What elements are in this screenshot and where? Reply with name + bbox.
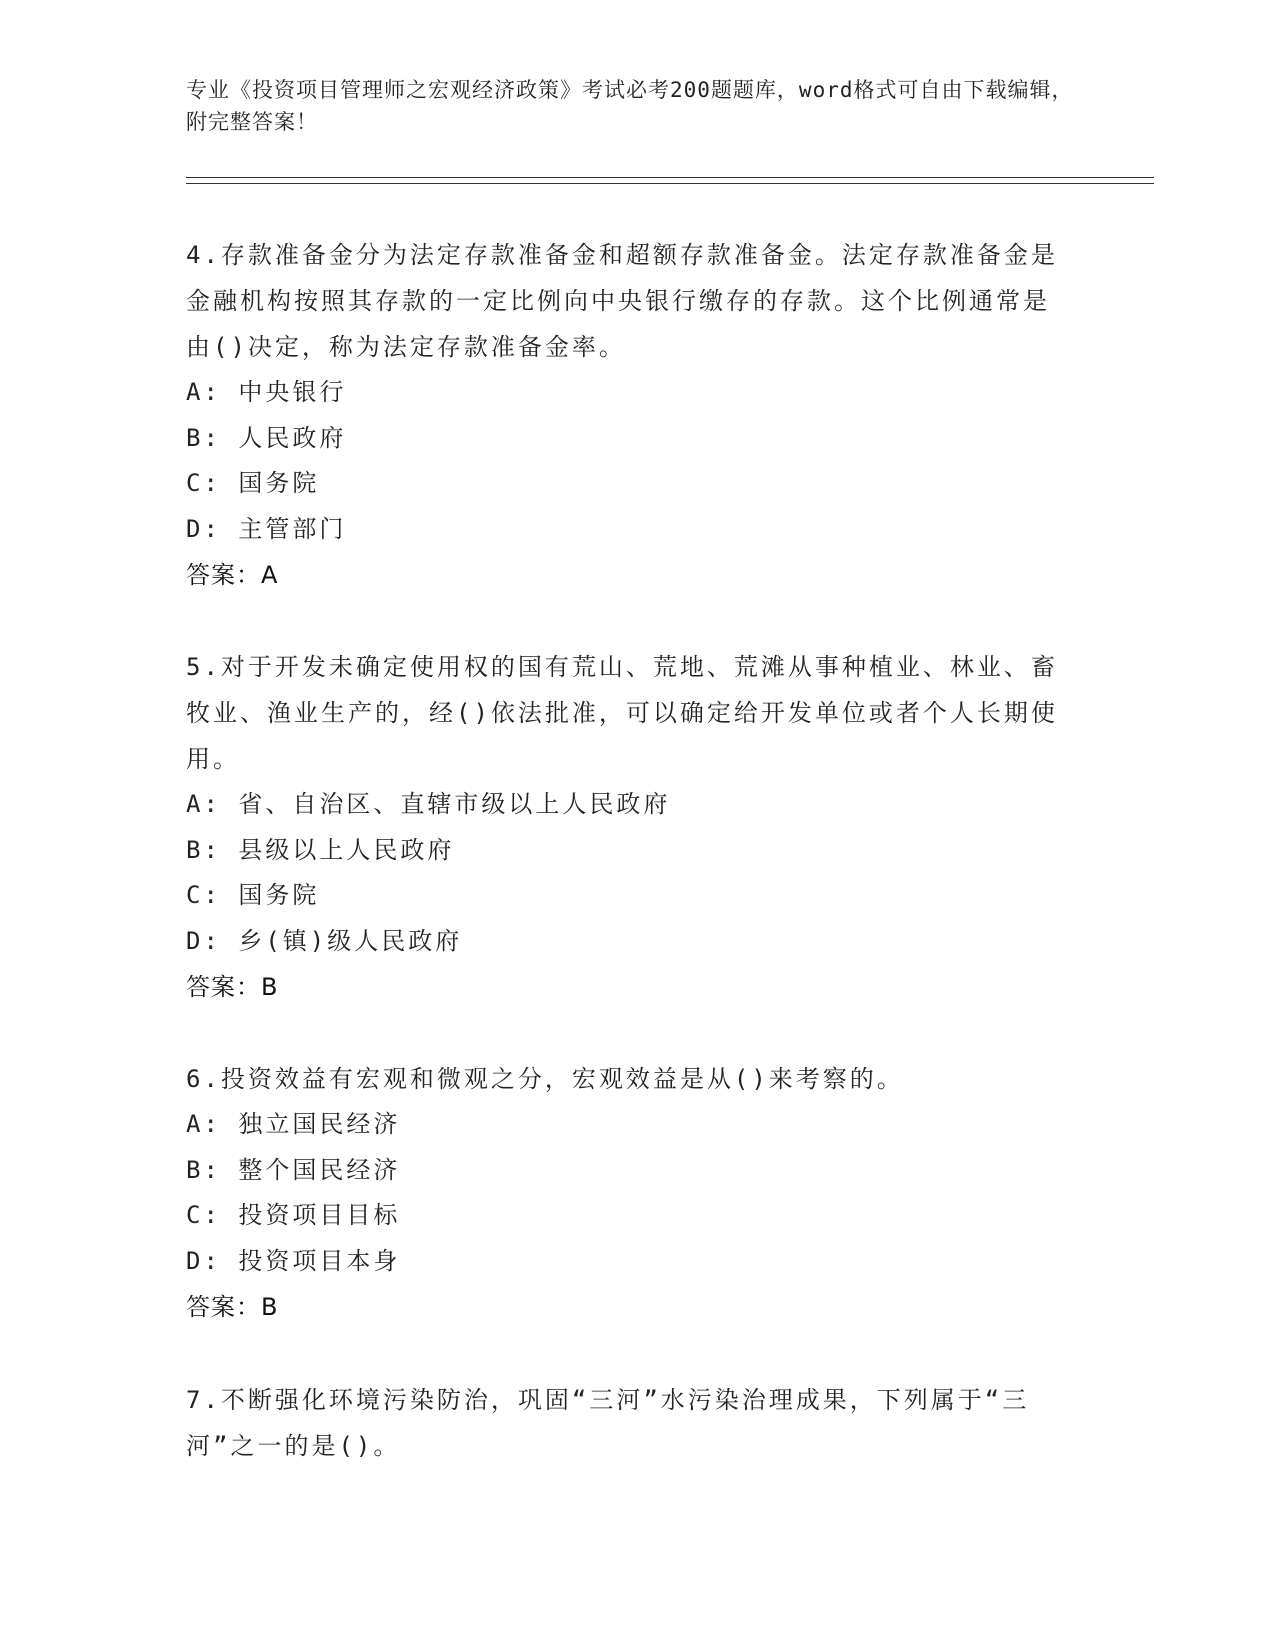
option-b: B: 整个国民经济 [186, 1155, 401, 1184]
option-a: A: 独立国民经济 [186, 1110, 401, 1138]
answer: 答案：B [186, 972, 279, 1001]
question-7 [186, 1377, 1066, 1469]
question-stem: 7.不断强化环境污染防治，巩固“三河”水污染治理成果，下列属于“三河”之一的是()。 [186, 1386, 1030, 1460]
option-d: D: 乡(镇)级人民政府 [186, 927, 463, 956]
question-stem: 5.对于开发未确定使用权的国有荒山、荒地、荒滩从事种植业、林业、畜牧业、渔业生产的，经()依法批准，可以确定给开发单位或者个人长期使用。 [186, 653, 1058, 773]
document-header: 专业《投资项目管理师之宏观经济政策》考试必考200题题库，word格式可自由下载编辑，附完整答案！ [186, 78, 1074, 134]
option-b: B: 县级以上人民政府 [186, 835, 455, 864]
question-4 [186, 232, 1066, 599]
answer: 答案：B [186, 1292, 279, 1321]
header-divider-top [186, 177, 1154, 178]
option-c: C: 国务院 [186, 469, 320, 498]
question-stem: 6.投资效益有宏观和微观之分，宏观效益是从()来考察的。 [186, 1065, 904, 1093]
header-divider-bottom [186, 183, 1154, 184]
option-d: D: 主管部门 [186, 515, 347, 544]
option-a: A: 中央银行 [186, 378, 347, 406]
option-d: D: 投资项目本身 [186, 1247, 401, 1276]
option-c: C: 国务院 [186, 881, 320, 910]
option-c: C: 投资项目目标 [186, 1201, 401, 1230]
question-6 [186, 1056, 1066, 1331]
answer: 答案：A [186, 560, 279, 589]
question-5 [186, 644, 1066, 1011]
option-b: B: 人民政府 [186, 423, 347, 452]
option-a: A: 省、自治区、直辖市级以上人民政府 [186, 790, 671, 818]
question-stem: 4.存款准备金分为法定存款准备金和超额存款准备金。法定存款准备金是金融机构按照其存款的一定比例向中央银行缴存的存款。这个比例通常是由()决定，称为法定存款准备金率。 [186, 241, 1058, 361]
